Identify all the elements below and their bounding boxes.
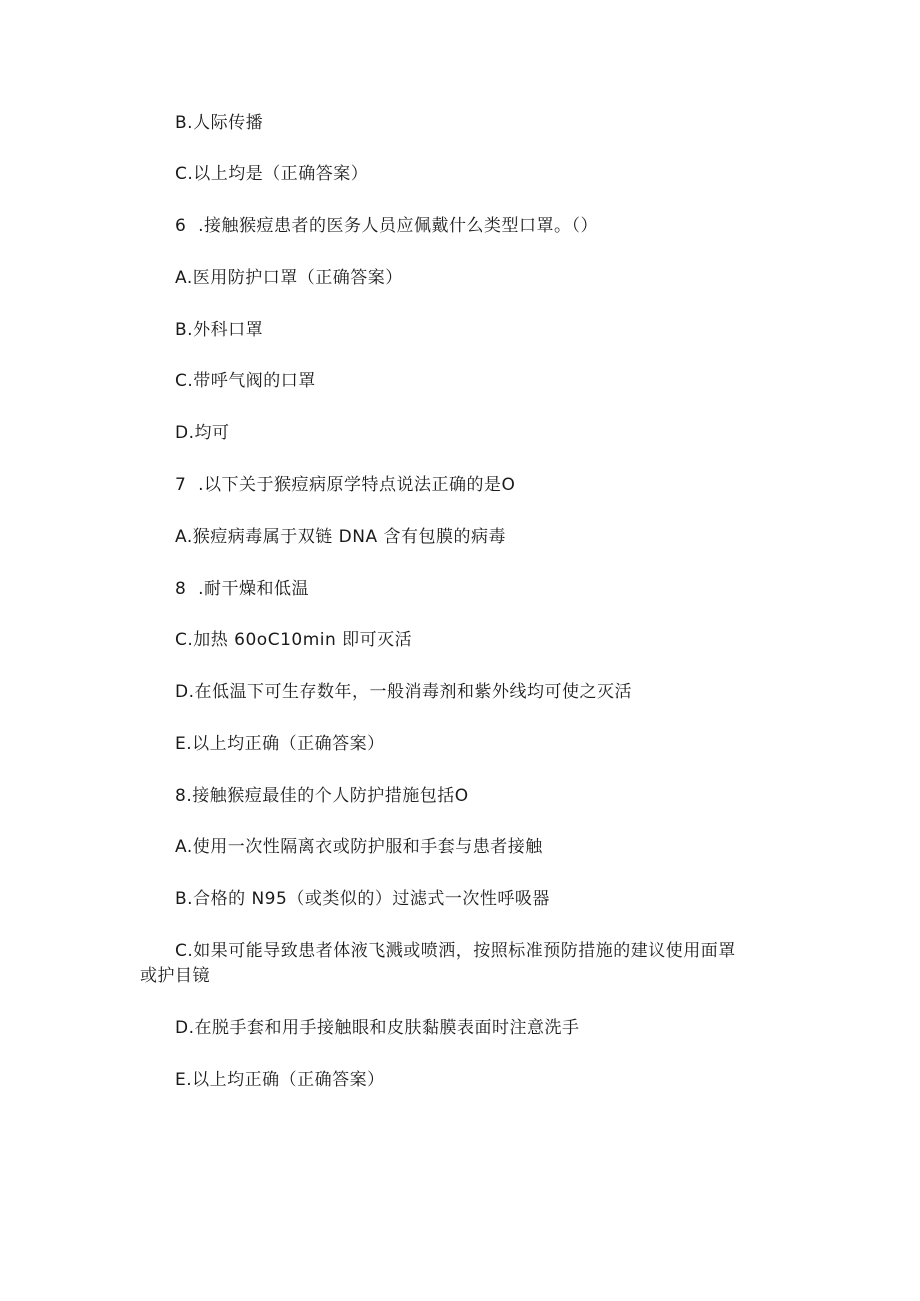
- q8-option-e: E.以上均正确（正确答案）: [175, 1070, 385, 1090]
- q8-option-c-continued: 或护目镜: [140, 966, 210, 986]
- q6-option-b: B.外科口罩: [175, 320, 264, 340]
- option-b-interpersonal-spread: B.人际传播: [175, 113, 264, 133]
- q7-option-e: E.以上均正确（正确答案）: [175, 734, 385, 754]
- q6-option-c: C.带呼气阀的口罩: [175, 371, 316, 391]
- q6-option-d: D.均可: [175, 423, 230, 443]
- q8-option-d: D.在脱手套和用手接触眼和皮肤黏膜表面时注意洗手: [175, 1018, 580, 1038]
- option-c-all-of-above: C.以上均是（正确答案）: [175, 164, 369, 184]
- q6-option-a: A.医用防护口罩（正确答案）: [175, 268, 403, 288]
- question-8: 8.接触猴痘最佳的个人防护措施包括O: [175, 786, 469, 806]
- question-7: 7 .以下关于猴痘病原学特点说法正确的是O: [175, 475, 516, 495]
- q8-option-a: A.使用一次性隔离衣或防护服和手套与患者接触: [175, 837, 543, 857]
- q8-option-c: C.如果可能导致患者体液飞溅或喷洒，按照标准预防措施的建议使用面罩: [175, 941, 736, 961]
- q7-option-a: A.猴痘病毒属于双链 DNA 含有包膜的病毒: [175, 527, 506, 547]
- q7-option-d: D.在低温下可生存数年，一般消毒剂和紫外线均可使之灭活: [175, 682, 632, 702]
- q7-option-b: 8 .耐干燥和低温: [175, 579, 310, 599]
- q8-option-b: B.合格的 N95（或类似的）过滤式一次性呼吸器: [175, 889, 550, 909]
- q7-option-c: C.加热 60oC10min 即可灭活: [175, 630, 413, 650]
- question-6: 6 .接触猴痘患者的医务人员应佩戴什么类型口罩。（）: [175, 216, 599, 236]
